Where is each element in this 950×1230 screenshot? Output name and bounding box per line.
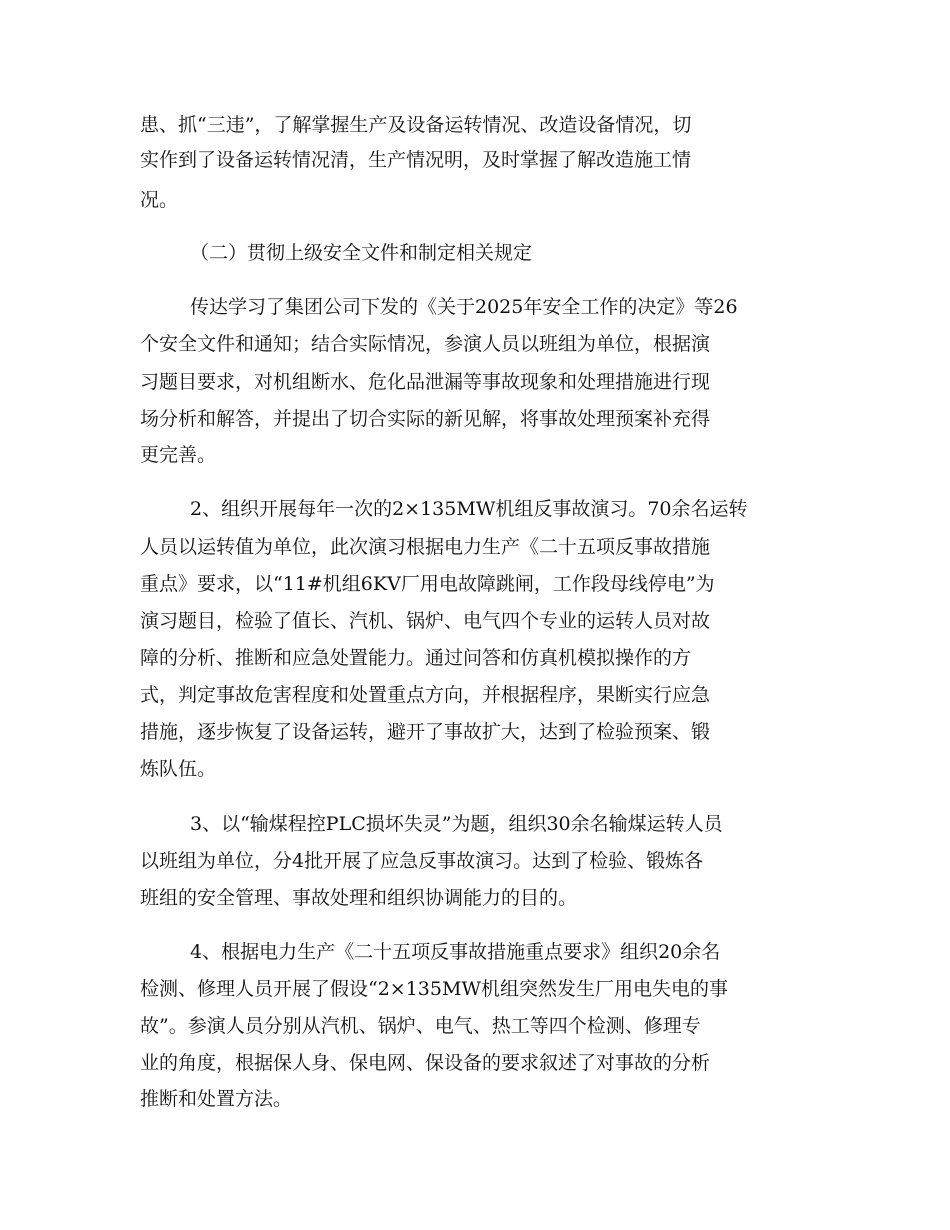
paragraph-4-line-4: 业的角度，根据保人身、保电网、保设备的要求叙述了对事故的分析: [140, 1052, 711, 1074]
text-line-1: 患、抓“三违”，了解掌握生产及设备运转情况、改造设备情况，切: [140, 114, 692, 136]
paragraph-4-line-2: 检测、修理人员开展了假设“2×135MW机组突然发生厂用电失电的事: [140, 978, 728, 1000]
paragraph-2-line-4: 演习题目，检验了值长、汽机、锅炉、电气四个专业的运转人员对故: [140, 610, 711, 632]
section-heading: （二）贯彻上级安全文件和制定相关规定: [190, 242, 533, 264]
paragraph-4-line-5: 推断和处置方法。: [140, 1088, 293, 1110]
paragraph-2-line-3: 重点》要求，以“11#机组6KV厂用电故障跳闸，工作段母线停电”为: [140, 573, 715, 595]
text-line-3: 况。: [140, 189, 179, 211]
paragraph-4-line-1: 4、根据电力生产《二十五项反事故措施重点要求》组织20余名: [190, 941, 721, 963]
paragraph-2-line-8: 炼队伍。: [140, 758, 217, 780]
paragraph-3-line-1: 3、以“输煤程控PLC损坏失灵”为题，组织30余名输煤运转人员: [190, 813, 723, 835]
paragraph-2-line-2: 人员以运转值为单位，此次演习根据电力生产《二十五项反事故措施: [140, 536, 711, 558]
paragraph-2-line-5: 障的分析、推断和应急处置能力。通过问答和仿真机模拟操作的方: [140, 647, 692, 669]
paragraph-1-line-3: 习题目要求，对机组断水、危化品泄漏等事故现象和处理措施进行现: [140, 371, 711, 393]
paragraph-3-line-2: 以班组为单位，分4批开展了应急反事故演习。达到了检验、锻炼各: [140, 850, 704, 872]
paragraph-2-line-6: 式，判定事故危害程度和处置重点方向，并根据程序，果断实行应急: [140, 684, 711, 706]
paragraph-1-line-5: 更完善。: [140, 444, 217, 466]
text-line-2: 实作到了设备运转情况清，生产情况明，及时掌握了解改造施工情: [140, 149, 692, 171]
paragraph-2-line-1: 2、组织开展每年一次的2×135MW机组反事故演习。70余名运转: [190, 498, 748, 520]
paragraph-1-line-4: 场分析和解答，并提出了切合实际的新见解，将事故处理预案补充得: [140, 408, 711, 430]
paragraph-4-line-3: 故”。参演人员分别从汽机、锅炉、电气、热工等四个检测、修理专: [140, 1015, 701, 1037]
paragraph-1-line-2: 个安全文件和通知；结合实际情况，参演人员以班组为单位，根据演: [140, 333, 711, 355]
paragraph-3-line-3: 班组的安全管理、事故处理和组织协调能力的目的。: [140, 887, 578, 909]
paragraph-2-line-7: 措施，逐步恢复了设备运转，避开了事故扩大，达到了检验预案、锻: [140, 721, 711, 743]
paragraph-1-line-1: 传达学习了集团公司下发的《关于2025年安全工作的决定》等26: [190, 296, 738, 318]
